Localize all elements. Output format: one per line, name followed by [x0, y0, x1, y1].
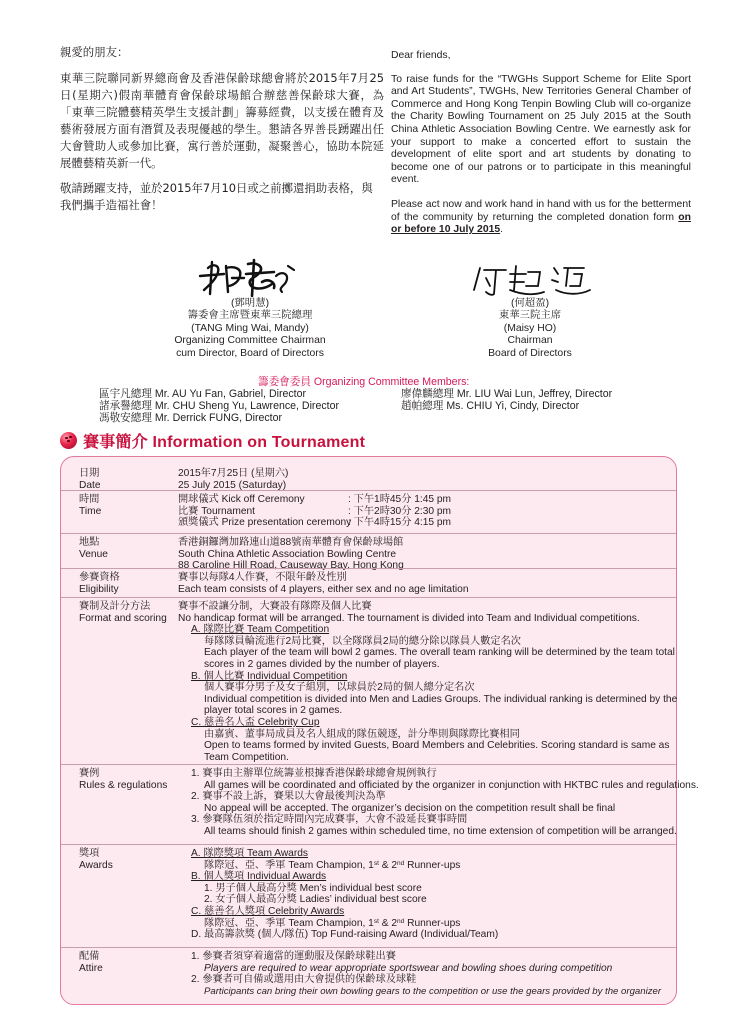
award-text: 隊際冠、亞、季軍 Team Champion, 1	[204, 917, 374, 929]
label-zh: 賽例	[79, 768, 100, 779]
tournament-info-table	[60, 456, 699, 1005]
value-line: 個人賽事分男子及女子組別，以球員於2局的個人總分定名次	[204, 682, 475, 694]
value-line: 1. 男子個人最高分獎 Men’s individual best score	[204, 882, 422, 894]
subsection-title: A. 隊際比賽 Team Competition	[191, 624, 330, 636]
value-line: 由嘉賓、董事局成員及名人組成的隊伍競逐，計分準則與隊際比賽相同	[204, 728, 520, 740]
row-attire	[61, 947, 676, 1004]
label-en: Eligibility	[79, 583, 119, 595]
schedule-item-time: : 下午1時45分 1:45 pm	[348, 494, 452, 505]
subsection-title: C. 慈善名人獎項 Celebrity Awards	[191, 905, 345, 917]
value-line: player total scores in 2 games.	[204, 705, 343, 717]
value-line: Open to teams formed by invited Guests, Board Members and Celebrities. Scoring standard is same as	[204, 740, 670, 752]
label-zh: 參賽資格	[79, 572, 120, 583]
greeting-en: Dear friends,	[391, 50, 451, 61]
label-en: Date	[79, 479, 101, 491]
committee-title: 籌委會委員 Organizing Committee Members:	[258, 376, 470, 388]
committee-members-right	[401, 388, 612, 412]
signature-block-left	[150, 256, 350, 360]
label-attire	[79, 951, 179, 974]
committee-member: 諸承譽總理 Mr. CHU Sheng Yu, Lawrence, Director	[99, 400, 340, 413]
value-line: 1. 參賽者須穿着適當的運動服及保齡球鞋出賽	[191, 951, 396, 962]
label-rules	[79, 768, 179, 791]
value-line: 賽事以每隊4人作賽，不限年齡及性別	[178, 572, 347, 583]
schedule-item	[178, 494, 668, 506]
value-line: No handicap format will be arranged. The tournament is divided into Team and Individual competitions.	[178, 612, 640, 624]
value-line: All games will be coordinated and officiated by the organizer in conjunction with HKTBC rules and regulations.	[204, 779, 699, 791]
value-time	[178, 494, 668, 529]
label-zh: 地點	[79, 537, 100, 548]
row-awards	[61, 844, 676, 945]
row-time	[61, 490, 676, 533]
value-line: 1. 賽事由主辦單位統籌並根據香港保齡球總會規例執行	[191, 768, 437, 779]
value-line: 88 Caroline Hill Road, Causeway Bay, Hong Kong	[178, 560, 404, 572]
award-text: Runner-ups	[404, 917, 461, 929]
label-en: Rules & regulations	[79, 779, 168, 791]
committee-member: 區宇凡總理 Mr. AU Yu Fan, Gabriel, Director	[99, 388, 307, 400]
row-date	[61, 465, 676, 489]
label-en: Venue	[79, 548, 108, 560]
schedule-item-time: : 下午4時15分 4:15 pm	[348, 517, 452, 529]
letter-para2-zh: 敬請踴躍支持，並於2015年7月10日或之前擲還捐助表格，與我們攜手造福社會！	[60, 181, 373, 212]
label-en: Format and scoring	[79, 612, 167, 624]
letter-para1-en: To raise funds for the “TWGHs Support Scheme for Elite Sport and Art Students”, TWGHs, New Territories General Chamber of Commerce and Hong Kong Tenpin Bowling Club will co-organize the Charity Bowling Tournament on 25 July 2015 at the South China Athletic Association Bowling Centre. We earnestly ask for your support to make a concerted effort to sustain the development of elite sport and art students by donating to become one of our patrons or to participate in this meaningful event.	[391, 73, 691, 186]
label-venue	[79, 537, 179, 560]
value-line: 2015年7月25日 (星期六)	[178, 468, 289, 479]
value-line: scores in 2 games divided by the number of players.	[204, 658, 440, 670]
section-title: 賽事簡介 Information on Tournament	[83, 433, 366, 451]
signatory-name-zh-left: (鄧明慧)	[230, 298, 270, 309]
value-line: 2. 女子個人最高分獎 Ladies’ individual best score	[204, 894, 427, 906]
schedule-item-time: : 下午2時30分 2:30 pm	[348, 505, 452, 517]
value-line: D. 最高籌款獎 (個人/隊伍) Top Fund-raising Award (Individual/Team)	[191, 929, 499, 941]
letter-para1-zh: 東華三院聯同新界總商會及香港保齡球總會將於2015年7月25日(星期六)假南華體育會保齡球場館合辦慈善保齡球大賽，為「東華三院體藝精英學生支援計劃」籌募經費，以支援在體育及藝術發展方面有潛質及表現優越的學生。懇請各界善長踴躍出任大會贊助人或參加比賽，寓行善於運動，凝聚善心，協助本院延展體藝精英新一代。	[60, 71, 384, 170]
value-line: 香港銅鑼灣加路連山道88號南華體育會保齡球場館	[178, 537, 404, 548]
value-eligibility	[178, 572, 668, 595]
schedule-item-name: 頒獎儀式 Prize presentation ceremony	[178, 517, 352, 529]
ordinal-suffix: st	[373, 859, 379, 867]
award-text: 隊際冠、亞、季軍 Team Champion, 1	[204, 859, 374, 871]
value-line: South China Athletic Association Bowling Centre	[178, 548, 397, 560]
label-zh: 配備	[79, 951, 100, 962]
ordinal-suffix: st	[373, 917, 379, 925]
value-line: Participants can bring their own bowling gears to the competition or use the gears provided by the organizer	[204, 985, 662, 997]
subsection-title: B. 個人比賽 Individual Competition	[191, 670, 348, 682]
para2-text: Please act now and work hand in hand with us for the betterment of the community by returning the completed donation form	[391, 198, 691, 223]
label-zh: 時間	[79, 494, 100, 505]
letter-chinese	[60, 44, 384, 214]
value-line: No appeal will be accepted. The organizer’s decision on the competition result shall be final	[204, 802, 616, 814]
value-line: All teams should finish 2 games within scheduled time, no time extension of competition will be arranged.	[204, 825, 677, 837]
label-time	[79, 494, 179, 517]
value-line: Individual competition is divided into Men and Ladies Groups. The individual ranking is determined by the	[204, 693, 678, 705]
award-text: & 2	[378, 917, 398, 929]
signatory-title-en2-left: cum Director, Board of Directors	[176, 347, 324, 359]
value-line: 3. 參賽隊伍須於指定時間內完成賽事，大會不設延長賽事時間	[191, 814, 468, 826]
schedule-item	[178, 506, 668, 518]
label-zh: 賽制及計分方法	[79, 601, 151, 612]
award-text: & 2	[378, 859, 398, 871]
schedule-item	[178, 517, 668, 529]
signatory-title-en1-right: Chairman	[507, 335, 553, 347]
signatory-name-en-left: (TANG Ming Wai, Mandy)	[191, 322, 309, 334]
section-heading	[60, 429, 365, 451]
signatory-name-zh-right: (何超盈)	[510, 298, 550, 309]
label-format	[79, 601, 179, 624]
committee-member: 馮敬安總理 Mr. Derrick FUNG, Director	[99, 412, 283, 425]
label-zh: 日期	[79, 468, 100, 479]
signatory-title-zh-left: 籌委會主席暨東華三院總理	[187, 310, 313, 322]
value-line: 25 July 2015 (Saturday)	[178, 479, 287, 491]
value-line: 每隊隊員輪流進行2局比賽，以全隊隊員2局的總分除以隊員人數定名次	[204, 635, 521, 647]
value-venue	[178, 537, 668, 572]
value-attire	[178, 951, 668, 997]
award-text: Runner-ups	[404, 859, 461, 871]
handwritten-signature-left	[190, 256, 310, 298]
label-awards	[79, 848, 179, 871]
row-eligibility	[61, 568, 676, 597]
row-format	[61, 597, 676, 764]
row-rules	[61, 764, 699, 843]
value-awards	[178, 848, 668, 941]
label-zh: 獎項	[79, 848, 100, 859]
value-date	[178, 468, 668, 491]
label-eligibility	[79, 572, 179, 595]
greeting-zh: 親愛的朋友：	[60, 45, 129, 59]
signatory-title-zh-right: 東華三院主席	[498, 310, 562, 322]
value-line	[178, 860, 668, 872]
row-venue	[61, 533, 676, 572]
letter-para2-en	[391, 199, 691, 237]
subsection-title: C. 慈善名人盃 Celebrity Cup	[191, 716, 320, 728]
label-date	[79, 468, 179, 491]
handwritten-signature-right	[460, 260, 600, 298]
letter-english	[391, 50, 691, 237]
value-line: 賽事不設讓分制，大賽設有隊際及個人比賽	[178, 601, 372, 612]
label-en: Attire	[79, 962, 103, 974]
deadline-text: on or before 10 July 2015	[391, 211, 691, 236]
value-line: Each player of the team will bowl 2 games. The overall team ranking will be determined by the team total	[204, 647, 675, 659]
signatory-title-en2-right: Board of Directors	[488, 347, 572, 359]
value-line: 2. 參賽者可自備或選用由大會提供的保齡球及球鞋	[191, 974, 417, 986]
ordinal-suffix: nd	[397, 859, 405, 867]
schedule-item-name: 開球儀式 Kick off Ceremony	[178, 494, 305, 505]
label-en: Awards	[79, 859, 113, 871]
value-rules	[178, 768, 699, 838]
committee-member: 廖偉麟總理 Mr. LIU Wai Lun, Jeffrey, Director	[401, 388, 613, 400]
subsection-title: A. 隊際獎項 Team Awards	[191, 848, 308, 859]
value-line: Players are required to wear appropriate sportswear and bowling shoes during competition	[204, 962, 613, 974]
committee-member: 趙帕總理 Ms. CHIU Yi, Cindy, Director	[401, 400, 580, 413]
value-line: Each team consists of 4 players, either sex and no age limitation	[178, 583, 469, 595]
value-format	[178, 601, 678, 763]
para2-end: .	[500, 224, 504, 236]
bowling-ball-icon	[60, 432, 77, 449]
committee-members-left	[99, 388, 339, 425]
schedule-item-name: 比賽 Tournament	[178, 505, 256, 517]
value-line	[178, 918, 668, 930]
signatory-title-en1-left: Organizing Committee Chairman	[174, 335, 326, 347]
signatory-name-en-right: (Maisy HO)	[503, 322, 557, 334]
label-en: Time	[79, 505, 102, 517]
value-line: 2. 賽事不設上訴，賽果以大會最後判決為準	[191, 791, 386, 803]
signature-block-right	[440, 260, 620, 360]
ordinal-suffix: nd	[397, 917, 405, 925]
value-line: Team Competition.	[204, 751, 289, 763]
subsection-title: B. 個人獎項 Individual Awards	[191, 871, 327, 883]
